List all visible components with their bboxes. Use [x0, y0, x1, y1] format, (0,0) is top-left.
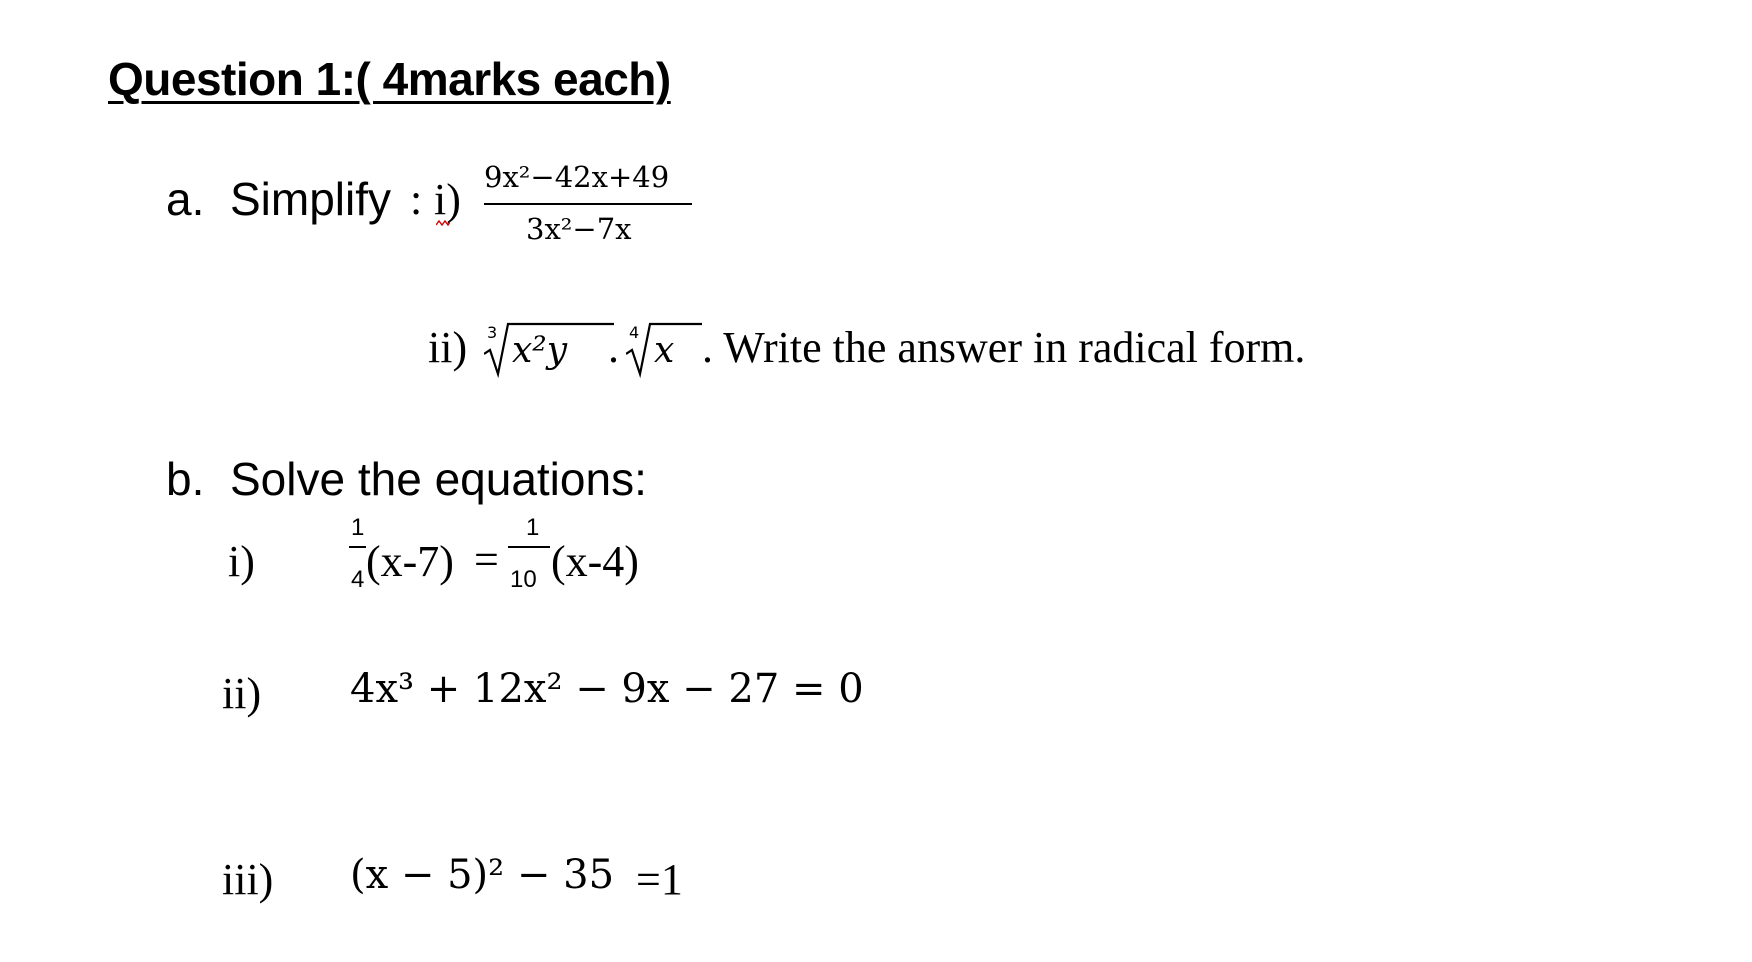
fraction-2-denominator: 10 — [510, 566, 537, 593]
fraction-2-numerator: 1 — [526, 514, 540, 541]
fraction-1-numerator: 1 — [351, 514, 365, 541]
fraction-1-bar — [349, 546, 366, 548]
part-b-i-label: i) — [228, 537, 255, 586]
radical-2-radicand: x — [654, 330, 675, 371]
quadratic-equation: (x − 5)² − 35 — [350, 852, 615, 898]
fraction-numerator: 9x²−42x+49 — [484, 160, 670, 194]
part-b-iii-label: iii) — [222, 855, 274, 904]
radical-2-index: 4 — [629, 323, 640, 342]
quadratic-equation-result: =1 — [636, 855, 683, 904]
part-a-ii-label: ii) — [428, 323, 468, 372]
equation-left-side: (x-7) — [366, 537, 454, 586]
part-a-separator: : — [410, 175, 423, 224]
cube-root-radical — [484, 318, 614, 378]
fraction-1-denominator: 4 — [351, 566, 365, 593]
cubic-equation: 4x³ + 12x² − 9x − 27 = 0 — [350, 666, 864, 712]
fraction-bar — [484, 203, 692, 205]
part-a-marker: a. — [166, 173, 205, 225]
radical-multiply-dot: . — [608, 323, 619, 372]
fraction-2-bar — [508, 546, 550, 548]
radical-1-index: 3 — [487, 323, 498, 342]
fraction-denominator: 3x²−7x — [526, 212, 632, 246]
radical-1-radicand: x²y — [512, 330, 568, 371]
part-b-marker: b. — [166, 453, 205, 505]
part-b-ii-label: ii) — [222, 669, 262, 718]
part-a-ii-instruction: . Write the answer in radical form. — [702, 323, 1306, 372]
equation-right-side: (x-4) — [551, 537, 639, 586]
spelling-squiggle-icon — [436, 220, 450, 226]
equals-sign: = — [474, 535, 499, 584]
fourth-root-radical — [626, 318, 706, 378]
question-title: Question 1:( 4marks each) — [108, 53, 671, 105]
part-a-i-label: i) — [434, 175, 461, 224]
part-a-instruction: Simplify — [230, 173, 392, 225]
part-b-instruction: Solve the equations: — [230, 453, 647, 505]
